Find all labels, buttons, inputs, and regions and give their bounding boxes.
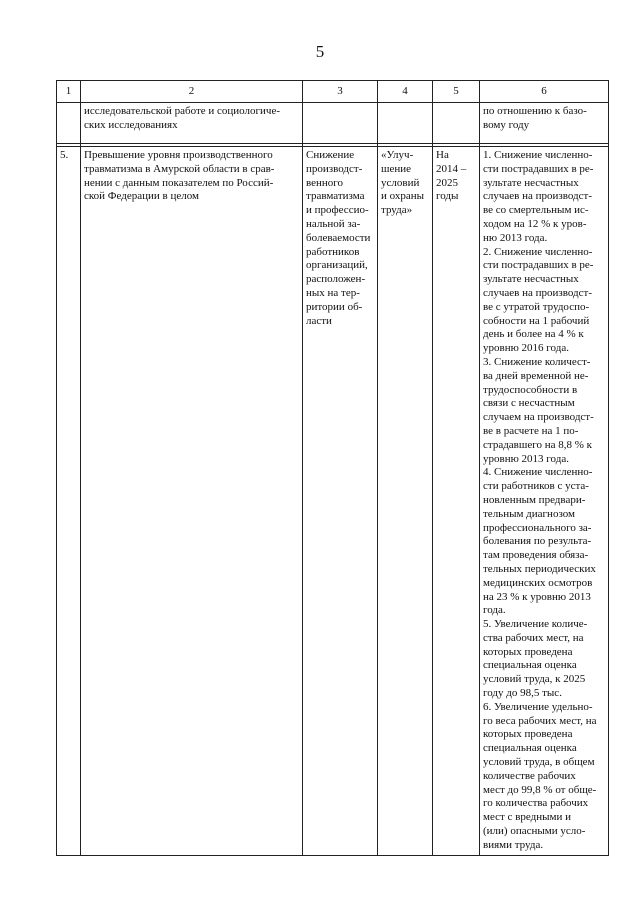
header-col-1: 1 — [57, 81, 81, 103]
cont-cell-4 — [378, 103, 433, 144]
header-row — [57, 81, 609, 103]
row-number: 5. — [57, 147, 81, 856]
problem-cell: Снижение производст- венного травматизма и профессио- нальной за- болеваемости работников организаций, расположен- ных на тер- ритории об- ласти — [303, 147, 378, 856]
period-cell: На 2014 – 2025 годы — [433, 147, 480, 856]
header-col-2: 2 — [81, 81, 303, 103]
cont-cell-results: по отношению к базо- вому году — [480, 103, 609, 144]
cont-cell-5 — [433, 103, 480, 144]
header-col-4: 4 — [378, 81, 433, 103]
cont-cell-indicator: исследовательской работе и социологиче- ских исследованиях — [81, 103, 303, 144]
header-col-3: 3 — [303, 81, 378, 103]
table-row-5 — [57, 147, 609, 856]
cont-cell-1 — [57, 103, 81, 144]
header-col-6: 6 — [480, 81, 609, 103]
results-cell: 1. Снижение численно- сти пострадавших в ре- зультате несчастных случаев на производст- ве со смертельным ис- ходом на 12 % к уров- ню 2013 года. 2. Снижение численно- сти пострадавших в ре- зультате несчастных случаев на производст- ве с утратой трудоспо- собности на 1 рабочий день и более на 4 % к уровню 2016 года. 3. Снижение количест- ва дней временной не- трудоспособности в связи с несчастным случаем на производст- ве в расчете на 1 по- страдавшего на 8,8 % к уровню 2013 года. 4. Снижение численно- сти работников с уста- новленным предвари- тельным диагнозом профессионального за- болевания по результа- там проведения обяза- тельных периодических медицинских осмотров на 23 % к уровню 2013 года. 5. Увеличение количе- ства рабочих мест, на которых проведена специальная оценка условий труда, к 2025 году до 98,5 тыс. 6. Увеличение удельно- го веса рабочих мест, на которых проведена специальная оценка условий труда, в общем количестве рабочих мест до 99,8 % от обще- го количества рабочих мест с вредными и (или) опасными усло- виями труда. — [480, 147, 609, 856]
indicator-cell: Превышение уровня производственного травматизма в Амурской области в срав- нении с данным показателем по Россий- ской Федерации в целом — [81, 147, 303, 856]
cont-cell-3 — [303, 103, 378, 144]
page-number: 5 — [315, 42, 325, 61]
program-cell: «Улуч- шение условий и охраны труда» — [378, 147, 433, 856]
header-col-5: 5 — [433, 81, 480, 103]
table-row-continuation — [57, 103, 609, 144]
indicators-table — [56, 80, 609, 856]
